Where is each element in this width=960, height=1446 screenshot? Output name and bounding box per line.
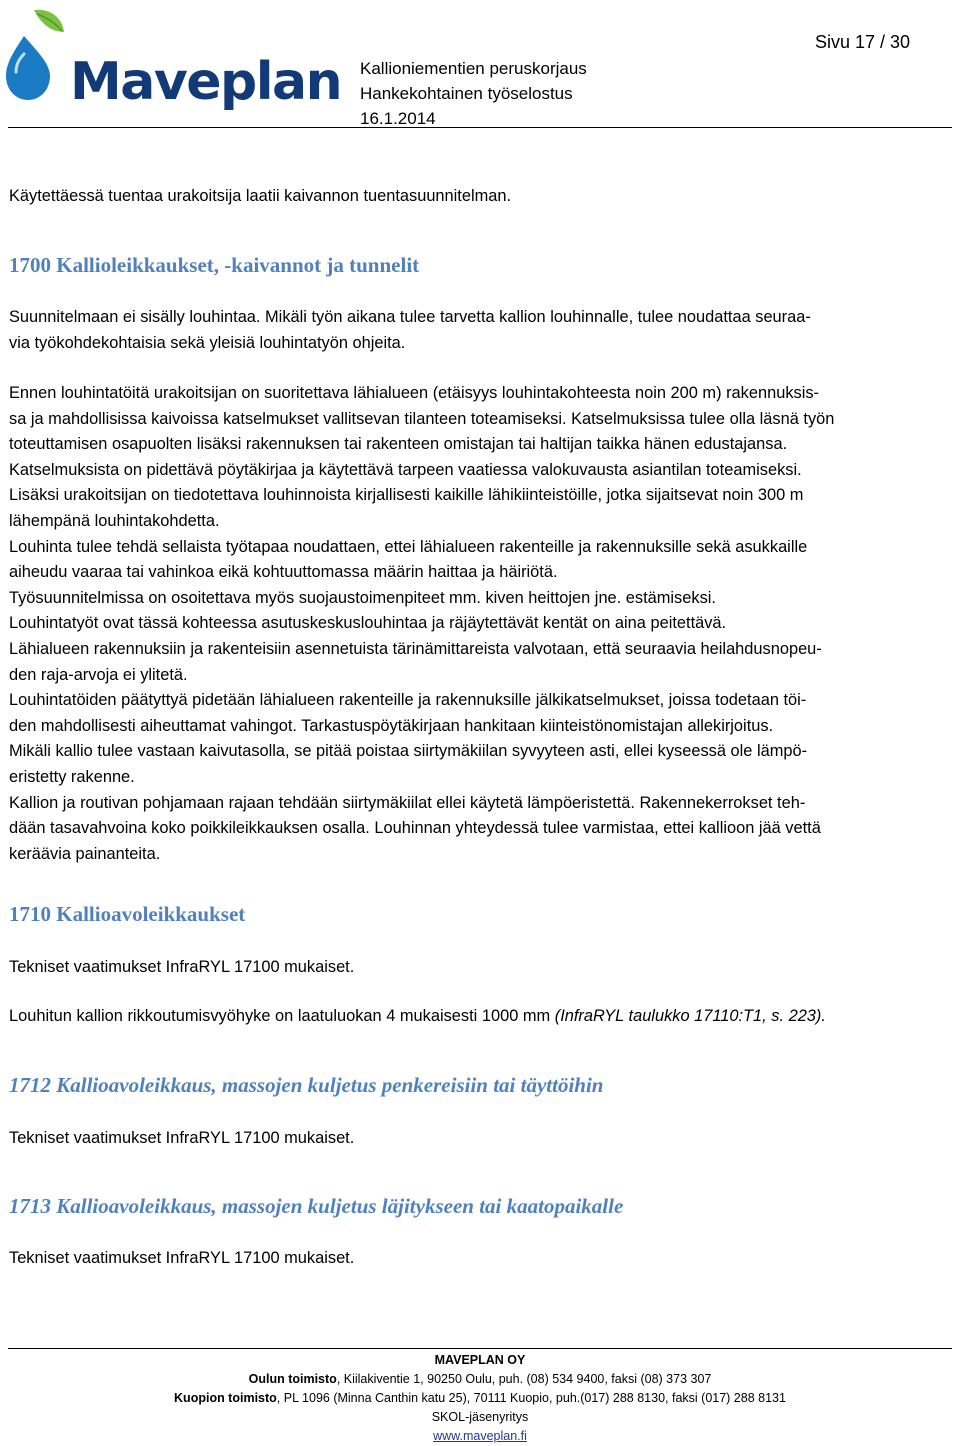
kuopio-office-label: Kuopion toimisto [174, 1391, 277, 1405]
text-line: lähempänä louhintakohdetta. [9, 511, 220, 530]
kuopio-office [0, 1389, 960, 1408]
text-line: aiheudu vaaraa tai vahinkoa eikä kohtuuttomassa määrin haittaa ja häiriötä. [9, 563, 558, 582]
text-line: Ennen louhintatöitä urakoitsijan on suoritettava lähialueen (etäisyys louhintakohteesta noin 200 m) rakennuksis- [9, 384, 820, 402]
section-1713-heading: 1713 Kallioavoleikkaus, massojen kuljetus läjitykseen tai kaatopaikalle [9, 1194, 624, 1218]
text-line: den mahdollisesti aiheuttamat vahingot. Tarkastuspöytäkirjaan hankitaan kiinteistönomistajan allekirjoitus. [9, 716, 774, 735]
oulu-office [0, 1370, 960, 1389]
website-link[interactable]: www.maveplan.fi [433, 1429, 527, 1443]
company-name: MAVEPLAN OY [434, 1353, 526, 1367]
text-line: keräävia painanteita. [9, 844, 161, 863]
text-line: sa ja mahdollisissa kaivoissa katselmukset vallitsevan tilanteen toteamiseksi. Katselmuksissa tulee olla läsnä työn [9, 409, 835, 428]
text-line: Mikäli kallio tulee vastaan kaivutasolla, se pitää poistaa siirtymäkiilan syvyyteen asti, ellei kyseessä ole lämpö- [9, 742, 808, 761]
infraryl-reference: (InfraRYL taulukko 17110:T1, s. 223). [554, 1007, 826, 1025]
text-line: Kallion ja routivan pohjamaan rajaan tehdään siirtymäkiilat ellei käytetä lämpöeristettä. Rakennekerrokset teh- [9, 793, 806, 812]
text-span: Louhitun kallion rikkoutumisvyöhyke on laatuluokan 4 mukaisesti 1000 mm [9, 1007, 555, 1025]
document-info [360, 56, 660, 131]
section-1710-paragraph-1: Tekniset vaatimukset InfraRYL 17100 mukaiset. [9, 958, 355, 976]
section-1712-paragraph-1: Tekniset vaatimukset InfraRYL 17100 mukaiset. [9, 1129, 355, 1147]
text-line: den raja-arvoja ei ylitetä. [9, 665, 188, 684]
maveplan-logo [4, 2, 342, 114]
footer-divider [8, 1348, 952, 1349]
document-type: Hankekohtainen työselostus [360, 84, 573, 103]
page-header [0, 0, 960, 130]
oulu-office-details: , Kiilakiventie 1, 90250 Oulu, puh. (08) 534 9400, faksi (08) 373 307 [336, 1372, 712, 1386]
text-line: Lisäksi urakoitsijan on tiedotettava louhinnoista kirjallisesti kaikille lähikiinteistöille, jotka sijaitsevat noin 300 m [9, 486, 804, 505]
text-line: Katselmuksista on pidettävä pöytäkirjaa ja käytettävä tarpeen vaatiessa valokuvausta asiantilan toteamiseksi. [9, 460, 802, 479]
membership-text: SKOL-jäsenyritys [431, 1410, 529, 1424]
page-number: Sivu 17 / 30 [814, 32, 910, 52]
section-1710-heading: 1710 Kallioavoleikkaukset [9, 902, 246, 926]
header-divider [8, 127, 952, 128]
section-1710-paragraph-2 [9, 1004, 951, 1030]
section-1700-heading: 1700 Kallioleikkaukset, -kaivannot ja tunnelit [9, 253, 420, 277]
text-line: via työkohdekohtaisia sekä yleisiä louhintatyön ohjeita. [9, 333, 406, 352]
intro-paragraph: Käytettäessä tuentaa urakoitsija laatii kaivannon tuentasuunnitelman. [9, 187, 512, 205]
text-line: Lähialueen rakennuksiin ja rakenteisiin asennetuista tärinämittareista valvotaan, että seuraavia heilahdusnopeu- [9, 639, 822, 658]
kuopio-office-details: , PL 1096 (Minna Canthin katu 25), 70111 Kuopio, puh.(017) 288 8130, faksi (017) 288 8131 [276, 1391, 786, 1405]
text-line: Louhinta tulee tehdä sellaista työtapaa noudattaen, ettei lähialueen rakenteille ja rakennuksille sekä asukkaille [9, 537, 808, 556]
text-line: eristetty rakenne. [9, 767, 135, 786]
text-line: Työsuunnitelmissa on osoitettava myös suojaustoimenpiteet mm. kiven heittojen jne. estämiseksi. [9, 588, 716, 607]
page-footer [0, 1351, 960, 1446]
section-1713-paragraph-1: Tekniset vaatimukset InfraRYL 17100 mukaiset. [9, 1249, 355, 1267]
text-line: dään tasavahvoina koko poikkileikkauksen osalla. Louhinnan yhteydessä tulee varmistaa, ettei kallioon jää vettä [9, 819, 821, 838]
logo-wordmark: Maveplan [70, 52, 342, 112]
document-date: 16.1.2014 [360, 109, 436, 128]
project-title: Kallioniementien peruskorjaus [360, 59, 587, 78]
text-line: Suunnitelmaan ei sisälly louhintaa. Mikäli työn aikana tulee tarvetta kallion louhinnalle, tulee noudattaa seuraa- [9, 308, 811, 326]
text-line: Louhintatöiden päätyttyä pidetään lähialueen rakenteille ja rakennuksille jälkikatselmukset, joissa todetaan töi- [9, 691, 807, 710]
section-1712-heading: 1712 Kallioavoleikkaus, massojen kuljetus penkereisiin tai täyttöihin [9, 1073, 604, 1097]
section-1700-paragraph-2 [9, 381, 951, 867]
oulu-office-label: Oulun toimisto [248, 1372, 337, 1386]
text-line: Louhintatyöt ovat tässä kohteessa asutuskeskuslouhintaa ja räjäytettävät kentät on aina peitettävä. [9, 614, 727, 633]
text-line: toteuttamisen osapuolten lisäksi rakennuksen tai rakenteen omistajan tai haltijan taikka hänen edustajansa. [9, 435, 788, 454]
section-1700-paragraph-1 [9, 305, 951, 356]
